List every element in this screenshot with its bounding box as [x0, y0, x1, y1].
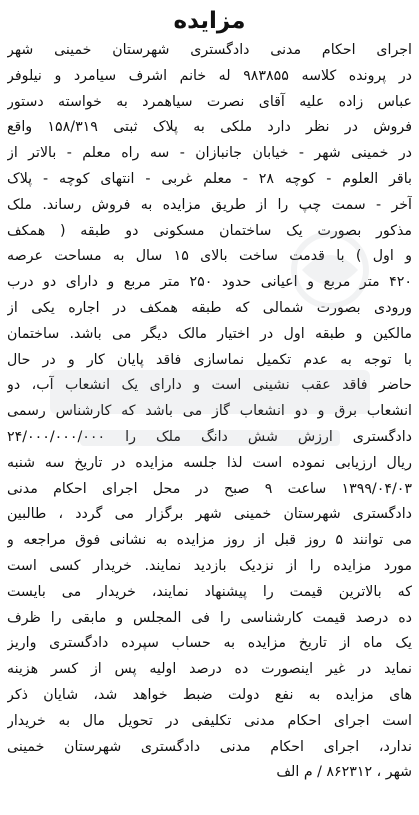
- notice-line: باقر العلوم - کوچه ۲۸ - معلم غربی - انتهای کوچه - پلاک: [7, 170, 412, 187]
- notice-line: یک ماه از تاریخ مزایده به حساب سپرده دادگستری واریز: [7, 635, 412, 652]
- notice-line: ندارد، اجرای احکام مدنی دادگستری شهرستان خمینی: [7, 738, 412, 755]
- notice-line: دادگستری شهرستان خمینی شهر برگزار می گردد ، طالبین: [7, 506, 412, 523]
- notice-line: ۴۲۰ متر مربع و اعیانی حدود ۲۵۰ متر مربع و دارای دو درب: [7, 274, 412, 291]
- notice-line: مذکور بصورت یک ساختمان مسکونی دو طبقه ( همکف: [7, 222, 412, 239]
- notice-line: عباس زاده علیه آقای نصرت سیاهمرد به خواسته دستور: [7, 93, 412, 110]
- notice-line: در پرونده کلاسه ۹۸۳۸۵۵ له خانم اشرف سیامرد و نیلوفر: [7, 67, 412, 84]
- notice-line-signature: شهر ، ۸۶۲۳۱۲ / م الف: [276, 764, 412, 781]
- notice-line: ورودی بصورت شمالی که طبقه همکف در اجاره یکی از: [7, 299, 412, 316]
- notice-line: ریال ارزیابی نموده است لذا جلسه مزایده در تاریخ سه شنبه: [7, 454, 412, 471]
- notice-line: مورد مزایده را از نزدیک بازدید نمایند. خریدار کسی است: [7, 557, 412, 574]
- notice-line: مالکین و طبقه اول در اختیار مالک دیگر می باشد. ساختمان: [7, 325, 412, 342]
- notice-line: اجرای احکام مدنی دادگستری شهرستان خمینی شهر: [7, 42, 412, 58]
- notice-line: با توجه به عدم تکمیل نماسازی فاقد پایان کار و در حال: [7, 351, 412, 368]
- notice-body: [7, 38, 412, 786]
- notice-line: که بالاترین قیمت را پیشنهاد نمایند، خریدار می بایست: [7, 583, 412, 600]
- notice-line: نماید در غیر اینصورت ده درصد اولیه پس از کسر هزینه: [7, 661, 412, 678]
- notice-line: ۱۳۹۹/۰۴/۰۳ ساعت ۹ صبح در محل اجرای احکام مدنی: [7, 480, 412, 497]
- notice-line: و اول ) با قدمت ساخت بالای ۱۵ سال به مساحت عرصه: [7, 248, 412, 265]
- notice-line: انشعاب برق و دو انشعاب گاز می باشد که کارشناس رسمی: [7, 403, 412, 420]
- notice-line: دادگستری ارزش شش دانگ ملک را ۲۴/۰۰۰/۰۰۰/۰۰۰: [7, 428, 412, 445]
- notice-line: در خمینی شهر - خیابان جانبازان - سه راه معلم - بالاتر از: [7, 145, 412, 162]
- notice-title: مزایده: [173, 8, 246, 34]
- notice-line: حاضر فاقد عقب نشینی است و دارای یک انشعاب آب، دو: [7, 377, 412, 394]
- notice-line: می توانند ۵ روز قبل از روز مزایده به نشانی فوق مراجعه و: [7, 532, 412, 549]
- notice-line: های مزایده به نفع دولت ضبط خواهد شد، شایان ذکر: [7, 686, 412, 703]
- notice-line: است اجرای احکام مدنی تکلیفی در تحویل مال به خریدار: [7, 712, 412, 729]
- notice-line: آخر - سمت چپ را از طریق مزایده به فروش رساند. ملک: [7, 196, 412, 213]
- notice-line: ده درصد قیمت کارشناسی را فی المجلس و مابقی را ظرف: [7, 609, 412, 626]
- notice-line: فروش در نظر دارد ملکی به پلاک ثبتی ۱۵۸/۳۱۹ واقع: [7, 119, 412, 136]
